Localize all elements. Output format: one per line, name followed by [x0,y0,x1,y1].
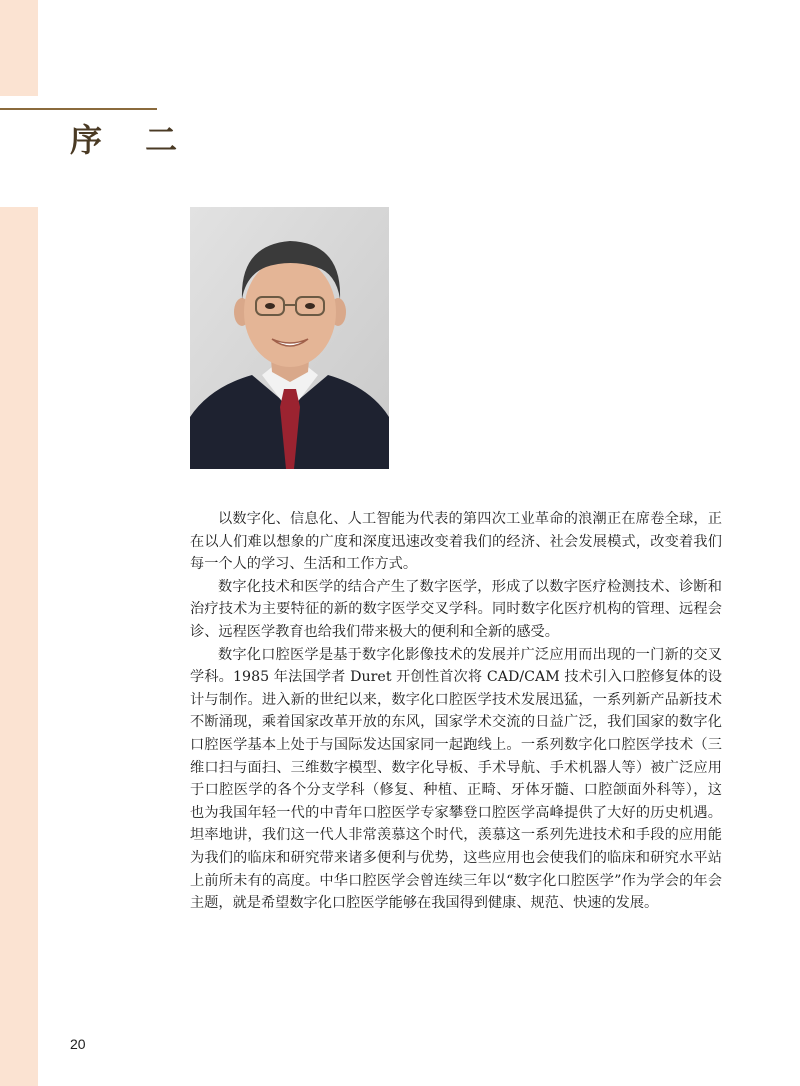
paragraph: 数字化口腔医学是基于数字化影像技术的发展并广泛应用而出现的一门新的交叉学科。1985 年法国学者 Duret 开创性首次将 CAD/CAM 技术引入口腔修复体的设计与制作。进入新的世纪以来，数字化口腔医学技术发展迅猛，一系列新产品新技术不断涌现，乘着国家改革开放的东风，国家学术交流的日益广泛，我们国家的数字化口腔医学基本上处于与国际发达国家同一起跑线上。一系列数字化口腔医学技术（三维口扫与面扫、三维数字模型、数字化导板、手术导航、手术机器人等）被广泛应用于口腔医学的各个分支学科（修复、种植、正畸、牙体牙髓、口腔颌面外科等），这也为我国年轻一代的中青年口腔医学专家攀登口腔医学高峰提供了大好的历史机遇。坦率地讲，我们这一代人非常羡慕这个时代，羡慕这一系列先进技术和手段的应用能为我们的临床和研究带来诸多便利与优势，这些应用也会使我们的临床和研究水平站上前所未有的高度。中华口腔医学会曾连续三年以“数字化口腔医学”作为学会的年会主题，就是希望数字化口腔医学能够在我国得到健康、规范、快速的发展。 [190,646,722,912]
decorative-side-strip-top [0,0,38,96]
heading-rule [0,108,157,110]
paragraph: 数字化技术和医学的结合产生了数字医学，形成了以数字医疗检测技术、诊断和治疗技术为主要特征的新的数字医学交叉学科。同时数字化医疗机构的管理、远程会诊、远程医学教育也给我们带来极大的便利和全新的感受。 [190,578,722,640]
page-number: 20 [70,1036,86,1052]
preface-body [190,508,722,915]
page-title: 序 二 [70,121,194,159]
portrait-photo-icon [190,207,389,469]
paragraph: 以数字化、信息化、人工智能为代表的第四次工业革命的浪潮正在席卷全球，正在以人们难以想象的广度和深度迅速改变着我们的经济、社会发展模式，改变着我们每一个人的学习、生活和工作方式。 [190,511,722,573]
portrait-photo [190,207,389,469]
decorative-side-strip-bottom [0,207,38,1086]
